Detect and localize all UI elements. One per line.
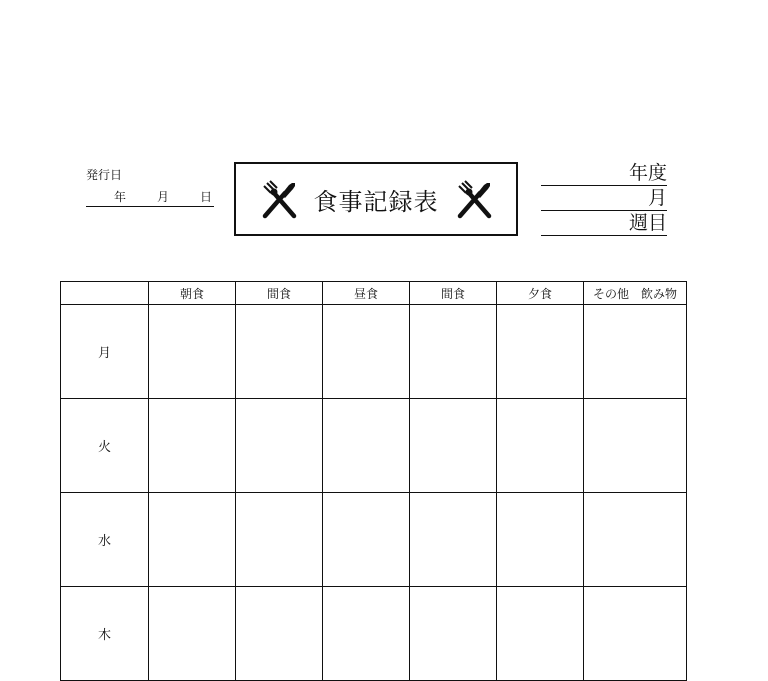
header-lunch: 昼食 [323, 282, 410, 305]
table-row [61, 493, 687, 587]
meal-cell[interactable] [323, 587, 410, 681]
meal-cell[interactable] [410, 493, 497, 587]
header-breakfast: 朝食 [149, 282, 236, 305]
fork-knife-icon [256, 176, 302, 222]
title-box [234, 162, 518, 236]
issue-date-field[interactable] [86, 186, 214, 207]
meal-cell[interactable] [149, 399, 236, 493]
meal-cell[interactable] [149, 305, 236, 399]
table-row [61, 399, 687, 493]
header-other-drinks: その他 飲み物 [584, 282, 687, 305]
page-title: 食事記録表 [313, 187, 439, 216]
issue-day-label: 日 [199, 190, 212, 204]
meal-cell[interactable] [497, 587, 584, 681]
header-snack-2: 間食 [410, 282, 497, 305]
meal-cell[interactable] [497, 399, 584, 493]
meal-cell[interactable] [584, 587, 687, 681]
meal-cell[interactable] [323, 493, 410, 587]
meal-cell[interactable] [149, 587, 236, 681]
table-row [61, 305, 687, 399]
period-fields [541, 162, 667, 237]
day-label: 月 [61, 305, 149, 399]
day-label: 木 [61, 587, 149, 681]
day-label: 火 [61, 399, 149, 493]
meal-cell[interactable] [323, 399, 410, 493]
meal-cell[interactable] [149, 493, 236, 587]
meal-cell[interactable] [236, 305, 323, 399]
issue-date [86, 166, 214, 207]
day-label: 水 [61, 493, 149, 587]
meal-cell[interactable] [236, 493, 323, 587]
fiscal-year-field[interactable]: 年度 [541, 162, 667, 186]
header-dinner: 夕食 [497, 282, 584, 305]
meal-cell[interactable] [584, 493, 687, 587]
issue-year-label: 年 [114, 190, 127, 204]
meal-cell[interactable] [323, 305, 410, 399]
issue-date-label: 発行日 [86, 168, 123, 182]
meal-cell[interactable] [497, 493, 584, 587]
meal-cell[interactable] [410, 305, 497, 399]
month-field[interactable]: 月 [541, 187, 667, 211]
table-row [61, 587, 687, 681]
meal-cell[interactable] [584, 399, 687, 493]
issue-month-label: 月 [156, 190, 169, 204]
meal-cell[interactable] [410, 399, 497, 493]
meal-cell[interactable] [497, 305, 584, 399]
table-header-row [61, 282, 687, 305]
week-field[interactable]: 週目 [541, 212, 667, 236]
meal-cell[interactable] [410, 587, 497, 681]
meal-log-table [60, 281, 687, 681]
fork-knife-icon [451, 176, 497, 222]
meal-cell[interactable] [236, 399, 323, 493]
header-corner [61, 282, 149, 305]
meal-cell[interactable] [236, 587, 323, 681]
header-snack-1: 間食 [236, 282, 323, 305]
meal-cell[interactable] [584, 305, 687, 399]
